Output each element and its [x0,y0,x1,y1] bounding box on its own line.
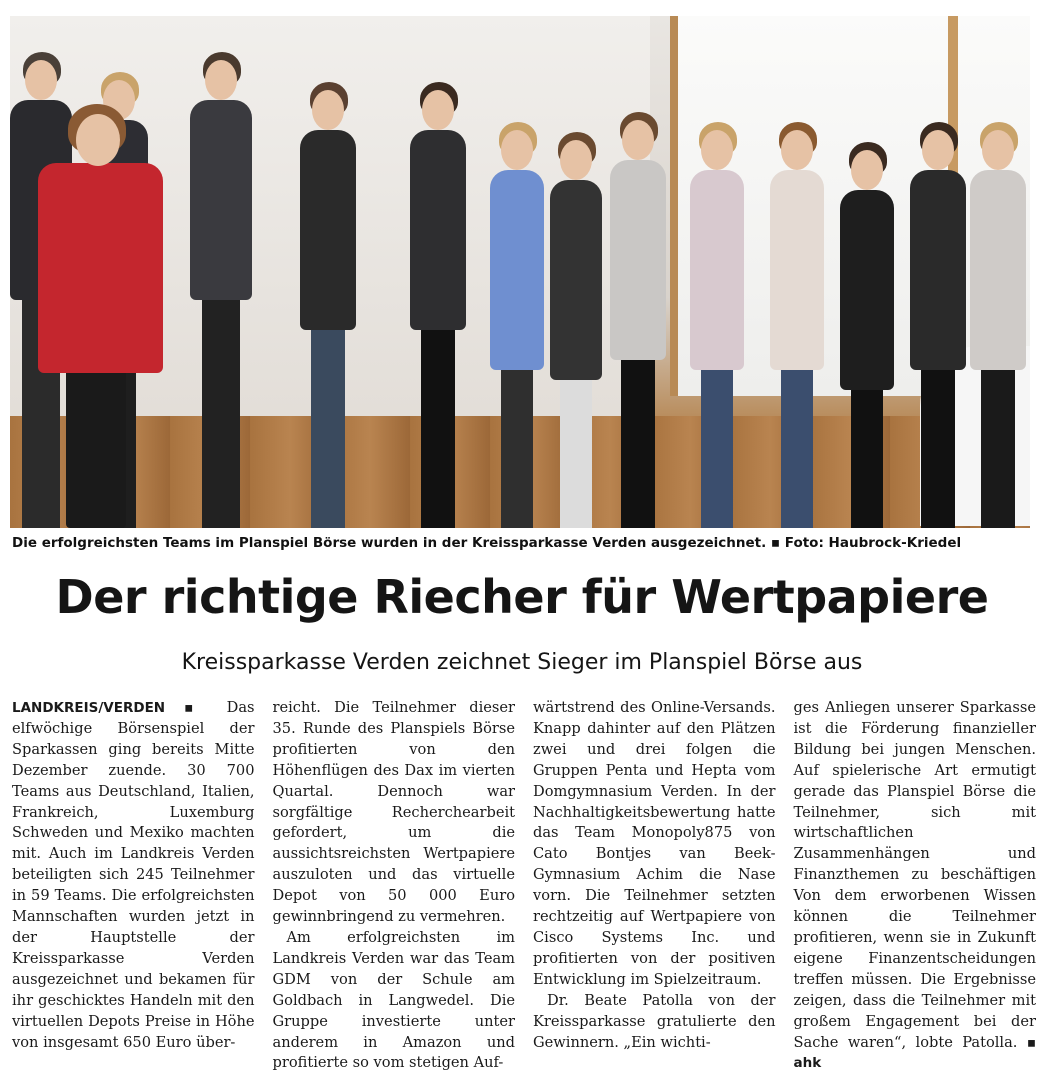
subheadline: Kreissparkasse Verden zeichnet Sieger im Planspiel Börse aus [181,650,863,675]
article-body [12,698,1037,1072]
article-column-4 [793,698,1037,1072]
dateline: LANDKREIS/VERDEN ▪ [12,700,208,716]
article-column-3 [533,698,776,1068]
column-3-paragraph-1: wärtstrend des Online-Versands. Knapp dahinter auf den Plätzen zwei und drei folgen die Gruppen Penta und Hepta vom Domgymnasium Verden. In der Nachhaltigkeitsbewertung hatte das Team Monopoly875 von Cato Bontjes van Beek-Gymnasium Achim die Nase vorn. Die Teilnehmer setzten rechtzeitig auf Wertpapiere von Cisco Systems Inc. und profitierten von der positiven Entwicklung im Spielzeitraum. [533,699,776,988]
author-signature: ▪ ahk [793,1034,1037,1072]
column-4-text: ges Anliegen unserer Sparkasse ist die Förderung finanzieller Bildung bei jungen Menschen. Auf spielerische Art ermutigt gerade das Planspiel Börse die Teilnehmer, sich mit wirtschaftlichen Zusammenhängen und Finanzthemen zu beschäftigen Von dem erworbenen Wissen können die Teilnehmer profitieren, wenn sie in Zukunft eigene Finanzentscheidungen treffen müssen. Die Ergebnisse zeigen, dass die Teilnehmer mit großem Engagement bei der Sache waren“, lobte Patolla. [793,699,1036,1051]
column-2-paragraph-1: reicht. Die Teilnehmer dieser 35. Runde des Planspiels Börse profitierten von den Höhenflügen des Dax im vierten Quartal. Dennoch war sorgfältige Recherchearbeit gefordert, um die aussichtsreichsten Wertpapiere auszuloten und das virtuelle Depot von 50 000 Euro gewinnbringend zu vermehren. [272,699,515,926]
article-column-1 [12,698,255,1068]
headline: Der richtige Riecher für Wertpapiere [55,570,989,624]
column-2-paragraph-2: Am erfolgreichsten im Landkreis Verden war das Team GDM von der Schule am Goldbach in Langwedel. Die Gruppe investierte unter anderem in Amazon und profitierte so vom stetigen Auf- [272,928,515,1072]
column-3-paragraph-2: Dr. Beate Patolla von der Kreissparkasse gratulierte den Gewinnern. „Ein wichti- [533,991,776,1051]
group-photo [10,16,1030,528]
column-1-text: Das elfwöchige Börsenspiel der Sparkassen ging bereits Mitte Dezember zuende. 30 700 Teams aus Deutschland, Italien, Frankreich, Luxemburg Schweden und Mexiko machten mit. Auch im Landkreis Verden beteiligten sich 245 Teilnehmer in 59 Teams. Die erfolgreichsten Mannschaften wurden jetzt in der Hauptstelle der Kreissparkasse Verden ausgezeichnet und bekamen für ihr geschicktes Handeln mit den virtuellen Depots Preise in Höhe von insgesamt 650 Euro über- [12,699,255,1051]
photo-caption: Die erfolgreichsten Teams im Planspiel Börse wurden in der Kreissparkasse Verden ausgezeichnet. ▪ Foto: Haubrock-Kriedel [12,535,962,551]
article-column-2 [272,698,516,1072]
